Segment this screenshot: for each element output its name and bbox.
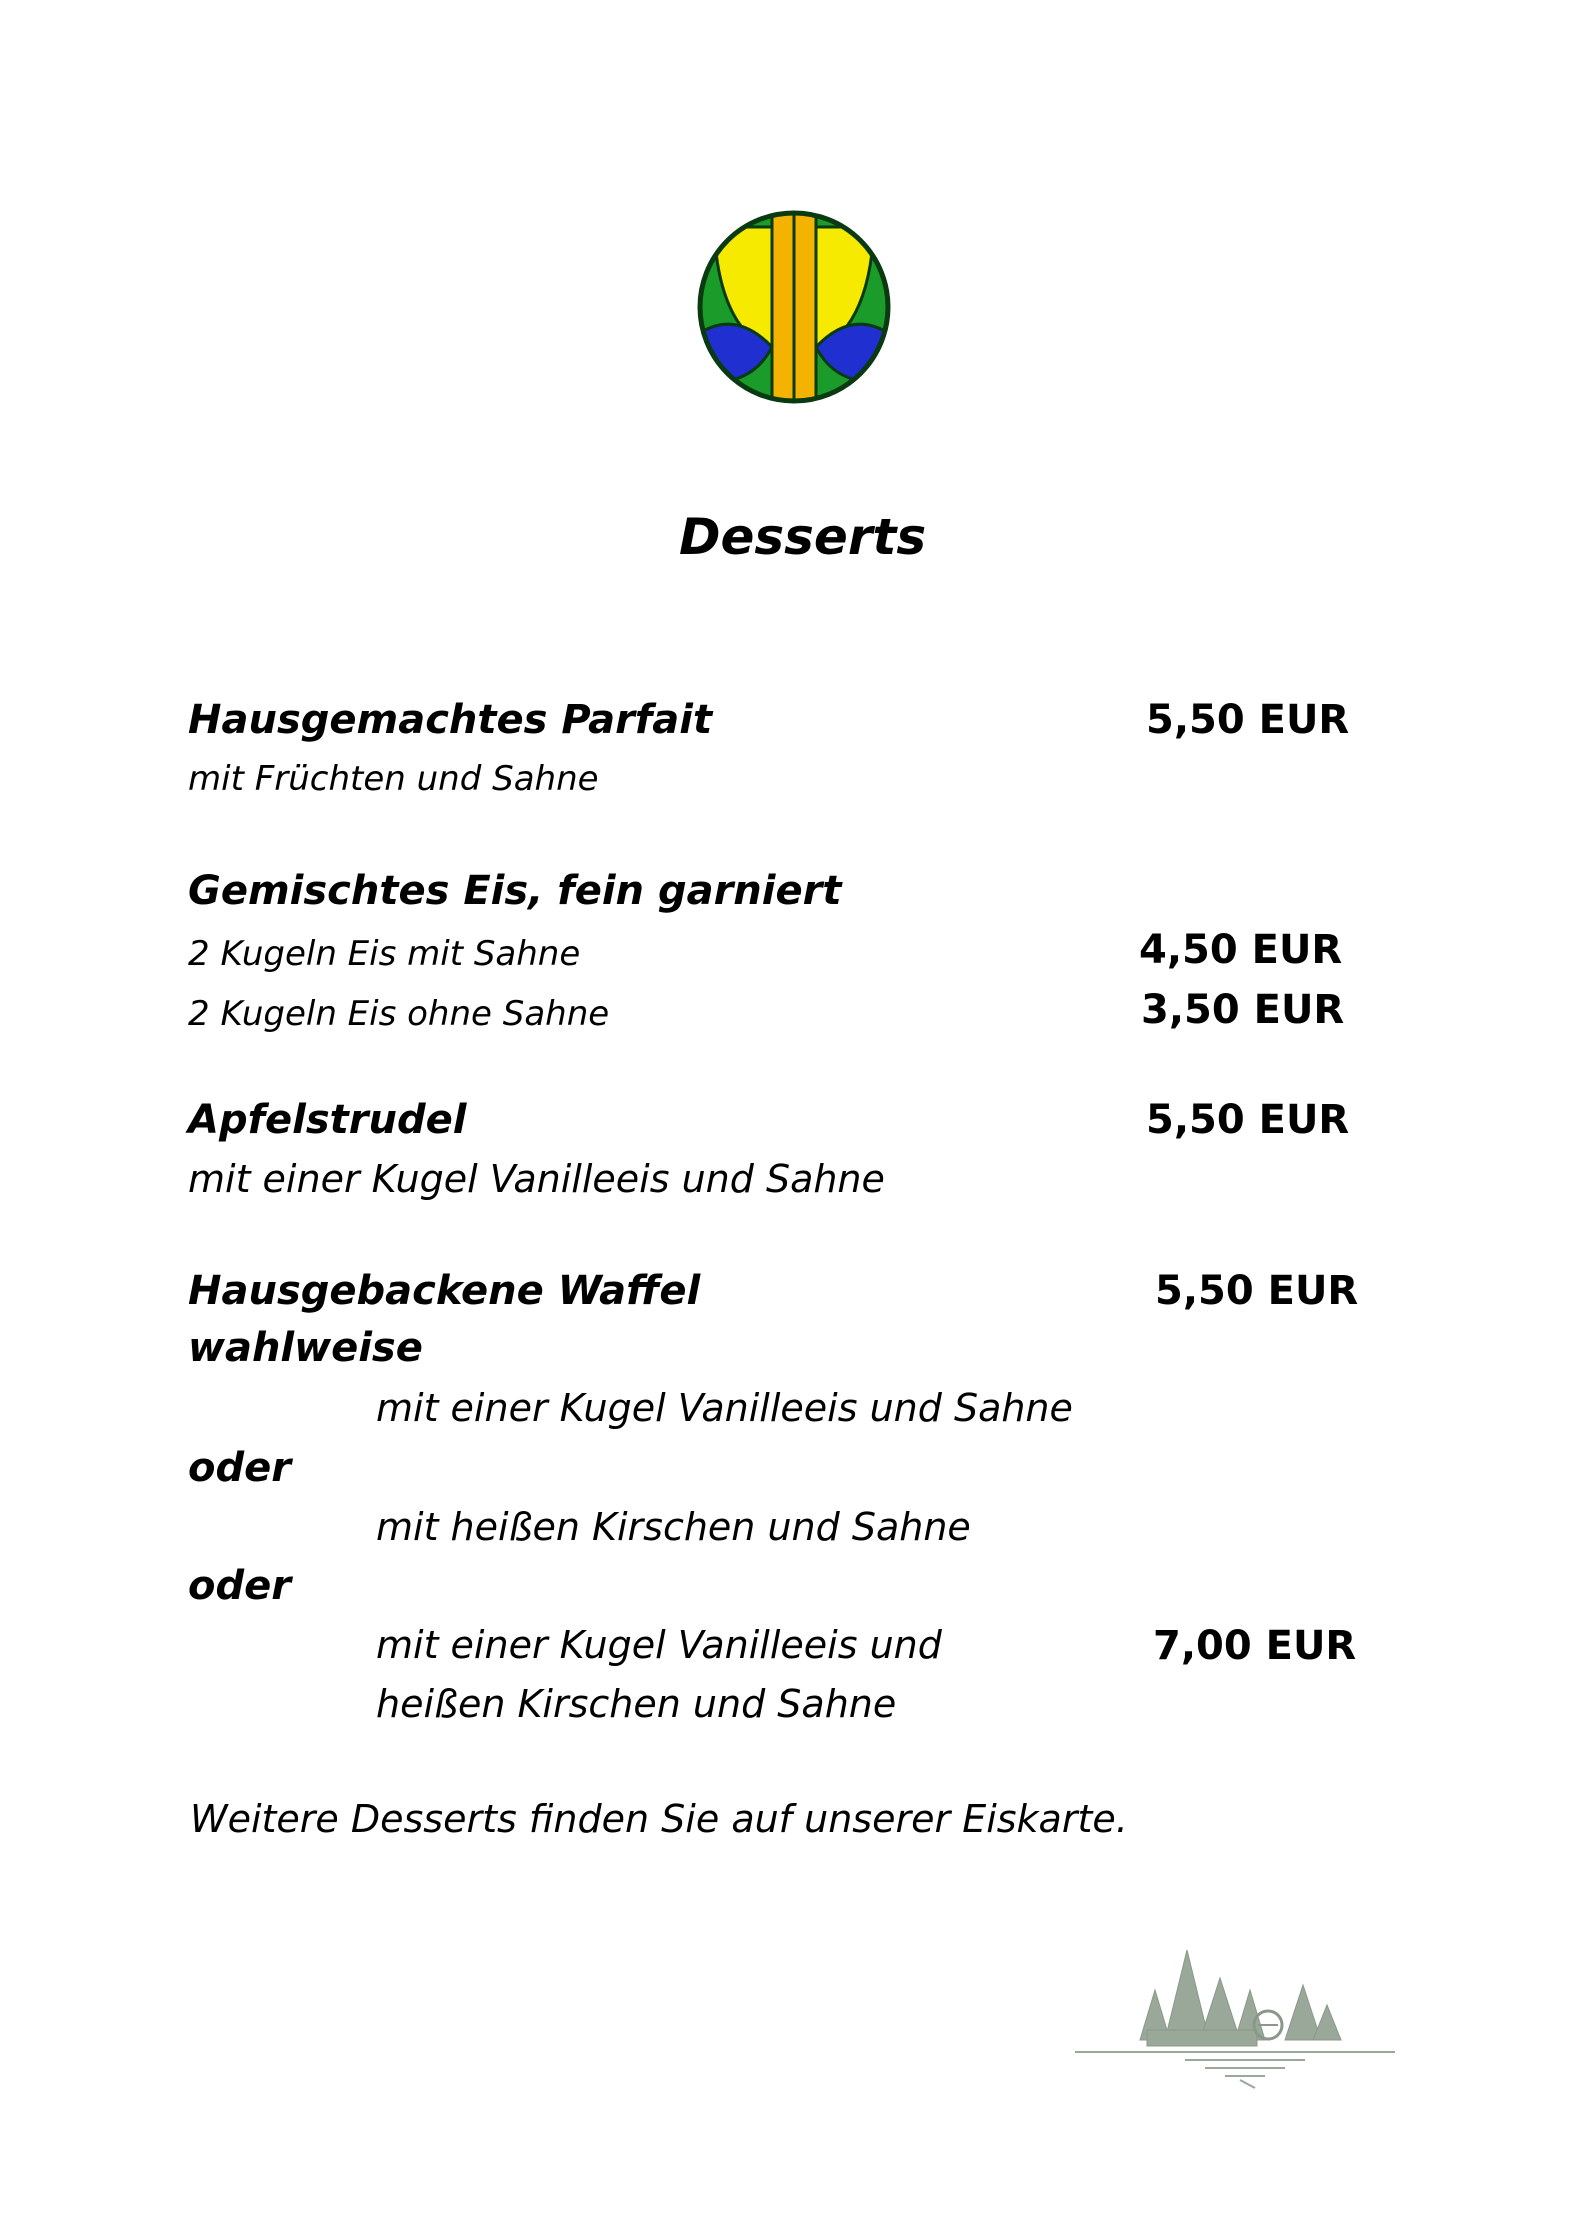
item-eis-option-1-price: 4,50 EUR [1139,927,1343,973]
item-eis-option-1-label: 2 Kugeln Eis mit Sahne [188,934,581,974]
item-waffel-option-2: mit heißen Kirschen und Sahne [376,1505,971,1549]
item-waffel-choice-label: wahlweise [188,1325,423,1371]
footer-note: Weitere Desserts finden Sie auf unserer Eiskarte. [190,1797,1128,1841]
item-parfait-desc: mit Früchten und Sahne [188,759,599,799]
item-waffel-option-3-line-1: mit einer Kugel Vanilleeis und [376,1623,942,1667]
item-strudel-desc: mit einer Kugel Vanilleeis und Sahne [188,1157,885,1201]
item-eis-option-2-price: 3,50 EUR [1141,987,1345,1033]
item-parfait-price: 5,50 EUR [1146,697,1350,743]
item-waffel-name: Hausgebackene Waffel [188,1268,701,1314]
item-eis-name: Gemischtes Eis, fein garniert [188,868,842,914]
item-parfait-name: Hausgemachtes Parfait [188,697,713,743]
item-waffel-or-1: oder [188,1445,291,1491]
item-waffel-or-2: oder [188,1563,291,1609]
stained-glass-logo-icon [694,207,894,407]
item-waffel-price: 5,50 EUR [1155,1268,1359,1314]
item-strudel-name: Apfelstrudel [188,1097,467,1143]
item-waffel-option-3-price: 7,00 EUR [1153,1623,1357,1669]
item-waffel-option-3-line-2: heißen Kirschen und Sahne [376,1682,897,1726]
item-strudel-price: 5,50 EUR [1146,1097,1350,1143]
page-title: Desserts [679,508,927,566]
item-eis-option-2-label: 2 Kugeln Eis ohne Sahne [188,994,610,1034]
forest-lake-logo-icon [1075,1930,1395,2090]
item-waffel-option-1: mit einer Kugel Vanilleeis und Sahne [376,1386,1073,1430]
